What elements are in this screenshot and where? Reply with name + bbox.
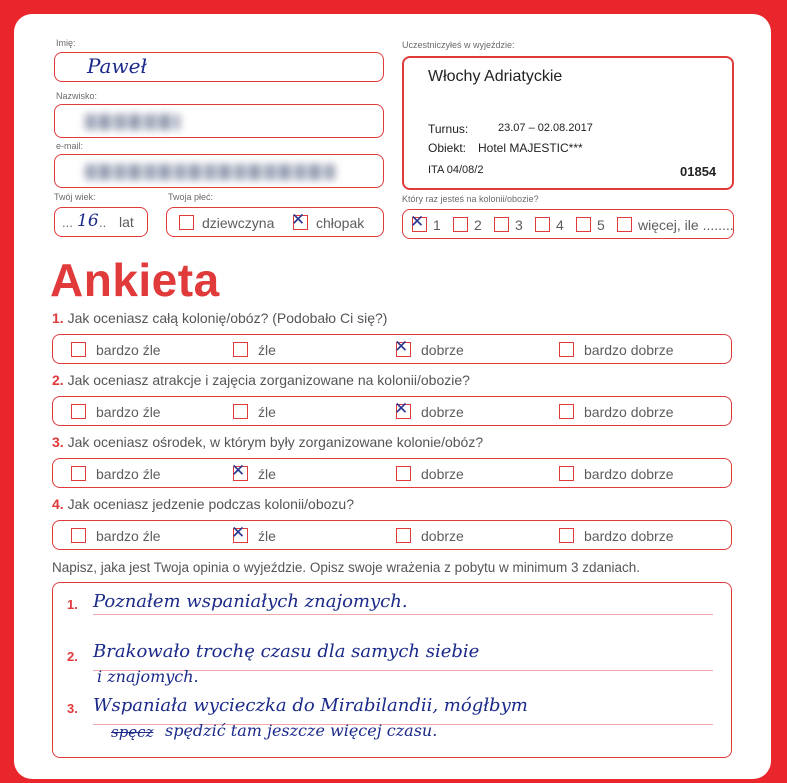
times-more-checkbox[interactable] bbox=[617, 217, 632, 232]
question-2-option-1-label: bardzo źle bbox=[96, 404, 161, 420]
turnus-label: Turnus: bbox=[428, 122, 469, 136]
opinion-line-2: Brakowało trochę czasu dla samych siebie bbox=[93, 641, 480, 662]
question-4-option-2-checkbox[interactable] bbox=[231, 523, 248, 543]
question-4-option-4-label: bardzo dobrze bbox=[584, 528, 674, 544]
times-2-label: 2 bbox=[474, 217, 482, 233]
obiekt-label: Obiekt: bbox=[428, 141, 467, 155]
question-4-text bbox=[52, 496, 354, 512]
question-1-option-3-label: dobrze bbox=[421, 342, 464, 358]
question-4-option-3-checkbox[interactable] bbox=[396, 528, 411, 543]
question-1-options bbox=[52, 334, 732, 364]
trip-number: 01854 bbox=[680, 164, 717, 179]
question-1-option-4-label: bardzo dobrze bbox=[584, 342, 674, 358]
times-5-checkbox[interactable] bbox=[576, 217, 591, 232]
times-1-checkbox[interactable]: ✕ bbox=[412, 217, 427, 232]
times-2-checkbox[interactable] bbox=[453, 217, 468, 232]
trip-box bbox=[402, 56, 734, 190]
trip-label: Uczestniczyłeś w wyjeździe: bbox=[402, 40, 515, 50]
question-2-option-2-label: źle bbox=[258, 404, 276, 420]
age-dots-suffix: .. bbox=[99, 215, 107, 230]
question-3-option-2-checkbox[interactable] bbox=[231, 461, 248, 481]
age-dots-prefix: ... bbox=[62, 215, 73, 230]
opinion-box[interactable] bbox=[52, 582, 732, 758]
question-3-option-1-checkbox[interactable] bbox=[71, 466, 86, 481]
times-4-checkbox[interactable] bbox=[535, 217, 550, 232]
opinion-line-3b: spędzić tam jeszcze więcej czasu. bbox=[165, 721, 438, 740]
question-number: 1. bbox=[52, 310, 64, 326]
opinion-struck-word: spęcz bbox=[111, 723, 154, 741]
question-4-option-1-label: bardzo źle bbox=[96, 528, 161, 544]
name-value: Paweł bbox=[87, 54, 147, 78]
name-field[interactable] bbox=[54, 52, 384, 82]
obiekt-value: Hotel MAJESTIC*** bbox=[478, 141, 583, 155]
gender-boy-checkbox[interactable] bbox=[291, 210, 308, 230]
question-label: Jak oceniasz jedzenie podczas kolonii/obozu? bbox=[67, 496, 354, 512]
opinion-line-3: Wspaniała wycieczka do Mirabilandii, mógłbym bbox=[93, 695, 528, 716]
question-2-option-4-checkbox[interactable] bbox=[559, 404, 574, 419]
question-1-option-1-label: bardzo źle bbox=[96, 342, 161, 358]
question-3-text bbox=[52, 434, 483, 450]
trip-code: ITA 04/08/2 bbox=[428, 164, 484, 176]
gender-girl-label: dziewczyna bbox=[202, 215, 275, 231]
question-2-option-4-label: bardzo dobrze bbox=[584, 404, 674, 420]
opinion-prompt: Napisz, jaka jest Twoja opinia o wyjeździe. Opisz swoje wrażenia z pobytu w minimum 3 zdaniach. bbox=[52, 560, 641, 575]
question-4-option-4-checkbox[interactable] bbox=[559, 528, 574, 543]
check-mark: ✕ bbox=[231, 461, 246, 481]
times-3-checkbox[interactable] bbox=[494, 217, 509, 232]
email-redacted bbox=[85, 164, 335, 180]
gender-label: Twoja płeć: bbox=[168, 192, 214, 202]
question-number: 2. bbox=[52, 372, 64, 388]
question-label: Jak oceniasz atrakcje i zajęcia zorganizowane na kolonii/obozie? bbox=[67, 372, 470, 388]
question-2-options bbox=[52, 396, 732, 426]
question-label: Jak oceniasz całą kolonię/obóz? (Podobało Ci się?) bbox=[67, 310, 388, 326]
opinion-line-1: Poznałem wspaniałych znajomych. bbox=[93, 591, 408, 612]
question-4-option-2-label: źle bbox=[258, 528, 276, 544]
email-label: e-mail: bbox=[56, 141, 84, 151]
question-2-option-3-checkbox[interactable] bbox=[394, 399, 411, 419]
question-4-options bbox=[52, 520, 732, 550]
times-more-label: więcej, ile ........ bbox=[638, 217, 734, 233]
question-number: 4. bbox=[52, 496, 64, 512]
email-field[interactable] bbox=[54, 154, 384, 188]
age-value: 16 bbox=[77, 211, 99, 231]
question-2-option-3-label: dobrze bbox=[421, 404, 464, 420]
question-1-text bbox=[52, 310, 387, 326]
surname-label: Nazwisko: bbox=[56, 91, 98, 101]
age-field[interactable] bbox=[54, 207, 148, 237]
question-2-option-2-checkbox[interactable] bbox=[233, 404, 248, 419]
question-1-option-3-checkbox[interactable] bbox=[394, 337, 411, 357]
question-1-option-2-label: źle bbox=[258, 342, 276, 358]
question-4-option-1-checkbox[interactable] bbox=[71, 528, 86, 543]
gender-girl-checkbox[interactable] bbox=[179, 215, 194, 230]
age-label: Twój wiek: bbox=[54, 192, 96, 202]
question-number: 3. bbox=[52, 434, 64, 450]
check-mark: ✕ bbox=[394, 337, 409, 357]
question-3-option-1-label: bardzo źle bbox=[96, 466, 161, 482]
name-label: Imię: bbox=[56, 38, 76, 48]
question-2-text bbox=[52, 372, 470, 388]
gender-boy-mark: ✕ bbox=[291, 210, 306, 230]
opinion-line-2b: i znajomych. bbox=[97, 667, 199, 686]
check-mark: ✕ bbox=[394, 399, 409, 419]
survey-title: Ankieta bbox=[50, 254, 220, 306]
surname-field[interactable] bbox=[54, 104, 384, 138]
surname-redacted bbox=[85, 114, 180, 130]
times-field bbox=[402, 209, 734, 239]
turnus-value: 23.07 – 02.08.2017 bbox=[498, 122, 593, 134]
question-label: Jak oceniasz ośrodek, w którym były zorganizowane kolonie/obóz? bbox=[67, 434, 484, 450]
gender-boy-label: chłopak bbox=[316, 215, 365, 231]
question-3-option-4-checkbox[interactable] bbox=[559, 466, 574, 481]
trip-destination: Włochy Adriatyckie bbox=[428, 68, 563, 85]
times-1-label: 1 bbox=[433, 217, 441, 233]
question-1-option-2-checkbox[interactable] bbox=[233, 342, 248, 357]
age-unit: lat bbox=[119, 214, 134, 230]
times-5-label: 5 bbox=[597, 217, 605, 233]
times-3-label: 3 bbox=[515, 217, 523, 233]
check-mark: ✕ bbox=[231, 523, 246, 543]
question-1-option-4-checkbox[interactable] bbox=[559, 342, 574, 357]
opinion-num-2: 2. bbox=[67, 649, 78, 664]
question-3-options bbox=[52, 458, 732, 488]
gender-field bbox=[166, 207, 384, 237]
question-3-option-4-label: bardzo dobrze bbox=[584, 466, 674, 482]
question-3-option-2-label: źle bbox=[258, 466, 276, 482]
opinion-num-3: 3. bbox=[67, 701, 78, 716]
times-label: Który raz jesteś na kolonii/obozie? bbox=[402, 194, 539, 204]
question-3-option-3-checkbox[interactable] bbox=[396, 466, 411, 481]
question-4-option-3-label: dobrze bbox=[421, 528, 464, 544]
survey-card bbox=[14, 14, 771, 779]
question-1-option-1-checkbox[interactable] bbox=[71, 342, 86, 357]
times-4-label: 4 bbox=[556, 217, 564, 233]
opinion-num-1: 1. bbox=[67, 597, 78, 612]
question-2-option-1-checkbox[interactable] bbox=[71, 404, 86, 419]
question-3-option-3-label: dobrze bbox=[421, 466, 464, 482]
